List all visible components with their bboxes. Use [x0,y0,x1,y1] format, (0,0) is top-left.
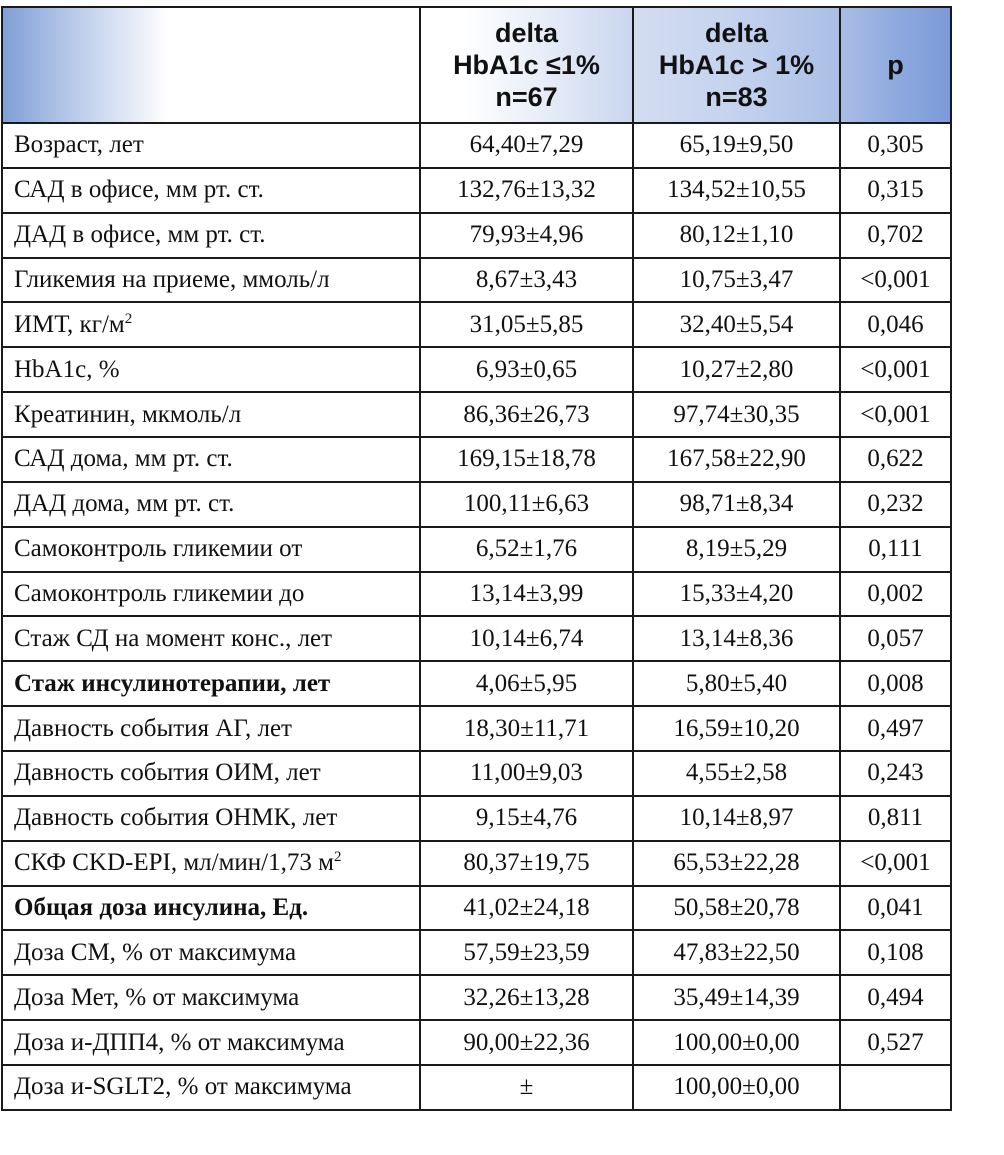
p-value-cell: 0,002 [840,572,951,617]
p-value-cell: <0,001 [840,347,951,392]
row-label-cell [2,661,420,706]
data-table [1,6,952,1111]
row-label: СКФ CKD-EPI, мл/мин/1,73 м [14,849,334,877]
header-group1-line1: delta [494,18,559,48]
row-label-cell [2,886,420,931]
group2-value-cell: 100,00±0,00 [633,1020,840,1065]
p-value-cell [840,1065,951,1110]
p-value-cell: 0,315 [840,168,951,213]
group1-value-cell: 6,93±0,65 [420,347,633,392]
row-label-cell [2,168,420,213]
row-label-superscript: 2 [333,849,342,866]
p-value-cell: 0,111 [840,527,951,572]
table-row [2,482,951,527]
row-label: Доза и-ДПП4, % от максимума [14,1028,345,1056]
table-row [2,213,951,258]
row-label-cell [2,841,420,886]
row-label: Самоконтроль гликемии до [14,580,305,608]
group1-value-cell: 41,02±24,18 [420,886,633,931]
row-label: Стаж инсулинотерапии, лет [14,669,331,697]
group1-value-cell: 13,14±3,99 [420,572,633,617]
p-value-cell: 0,702 [840,213,951,258]
group1-value-cell: 6,52±1,76 [420,527,633,572]
row-label-cell [2,258,420,303]
group1-value-cell: 18,30±11,71 [420,706,633,751]
table-row [2,796,951,841]
p-value-cell: 0,622 [840,437,951,482]
table-body [2,123,951,1110]
header-group2-line1: delta [704,18,769,48]
group1-value-cell: 8,67±3,43 [420,258,633,303]
row-label-cell [2,751,420,796]
group2-value-cell: 134,52±10,55 [633,168,840,213]
row-label-cell [2,482,420,527]
p-value-cell: 0,497 [840,706,951,751]
table-row [2,975,951,1020]
row-label-cell [2,706,420,751]
p-value-cell: 0,057 [840,616,951,661]
p-value-cell: 0,232 [840,482,951,527]
group1-value-cell: 11,00±9,03 [420,751,633,796]
group2-value-cell: 13,14±8,36 [633,616,840,661]
group2-value-cell: 65,19±9,50 [633,123,840,168]
table-row [2,437,951,482]
group2-value-cell: 15,33±4,20 [633,572,840,617]
group1-value-cell: 100,11±6,63 [420,482,633,527]
row-label: Доза Мет, % от максимума [14,983,300,1011]
row-label: Доза СМ, % от максимума [14,938,297,966]
group2-value-cell: 10,14±8,97 [633,796,840,841]
p-value-cell: 0,041 [840,886,951,931]
group2-value-cell: 100,00±0,00 [633,1065,840,1110]
row-label-cell [2,616,420,661]
group1-value-cell: 64,40±7,29 [420,123,633,168]
row-label-cell [2,796,420,841]
row-label: Возраст, лет [14,131,144,159]
row-label: Доза и-SGLT2, % от максимума [14,1073,352,1101]
row-label-superscript: 2 [124,310,133,327]
p-value-cell: <0,001 [840,258,951,303]
group1-value-cell: 86,36±26,73 [420,392,633,437]
header-group2-cell [633,7,840,123]
row-label: САД дома, мм рт. ст. [14,445,233,473]
row-label: ИМТ, кг/м [14,310,125,338]
header-group2-line2: HbA1c > 1% [658,50,815,80]
row-label-cell [2,930,420,975]
group2-value-cell: 98,71±8,34 [633,482,840,527]
group1-value-cell: 90,00±22,36 [420,1020,633,1065]
group2-value-cell: 47,83±22,50 [633,930,840,975]
header-p-cell: p [840,7,951,123]
group2-value-cell: 4,55±2,58 [633,751,840,796]
row-label-cell [2,1065,420,1110]
row-label: ДАД в офисе, мм рт. ст. [14,221,266,249]
table-row [2,841,951,886]
group1-value-cell: 169,15±18,78 [420,437,633,482]
row-label-cell [2,213,420,258]
header-group1-line3: n=67 [495,82,558,112]
group1-value-cell: 9,15±4,76 [420,796,633,841]
group2-value-cell: 50,58±20,78 [633,886,840,931]
group1-value-cell: 132,76±13,32 [420,168,633,213]
table-row [2,347,951,392]
group1-value-cell: 4,06±5,95 [420,661,633,706]
row-label: Давность события АГ, лет [14,714,292,742]
row-label-cell [2,975,420,1020]
p-value-cell: 0,527 [840,1020,951,1065]
p-value-cell: 0,811 [840,796,951,841]
table-row [2,751,951,796]
row-label: Гликемия на приеме, ммоль/л [14,266,330,293]
p-value-cell: 0,305 [840,123,951,168]
row-label-cell [2,437,420,482]
table-row [2,123,951,168]
group2-value-cell: 10,27±2,80 [633,347,840,392]
group1-value-cell: 31,05±5,85 [420,302,633,347]
row-label: HbA1c, % [14,355,120,383]
row-label-cell [2,392,420,437]
group2-value-cell: 5,80±5,40 [633,661,840,706]
row-label-cell [2,572,420,617]
group2-value-cell: 8,19±5,29 [633,527,840,572]
row-label: Давность события ОНМК, лет [14,804,338,832]
table-row [2,616,951,661]
p-value-cell: 0,243 [840,751,951,796]
table-row [2,392,951,437]
header-row [2,7,951,123]
table-row [2,661,951,706]
p-value-cell: 0,046 [840,302,951,347]
table-row [2,886,951,931]
table-row [2,527,951,572]
row-label-cell [2,123,420,168]
header-parameter-cell [2,7,420,123]
table-row [2,168,951,213]
table-row [2,1065,951,1110]
group2-value-cell: 32,40±5,54 [633,302,840,347]
table-row [2,1020,951,1065]
p-value-cell: 0,108 [840,930,951,975]
p-value-cell: <0,001 [840,841,951,886]
p-value-cell: 0,008 [840,661,951,706]
row-label: Общая доза инсулина, Ед. [14,894,309,922]
row-label: САД в офисе, мм рт. ст. [14,176,264,204]
table-row [2,930,951,975]
header-group1-line2: HbA1c ≤1% [453,50,600,80]
header-group2-line3: n=83 [705,82,768,112]
header-group1-cell [420,7,633,123]
table-row [2,258,951,303]
row-label: Стаж СД на момент конс., лет [14,624,333,652]
row-label: Давность события ОИМ, лет [14,759,321,787]
group1-value-cell: 32,26±13,28 [420,975,633,1020]
row-label-cell [2,302,420,347]
group2-value-cell: 167,58±22,90 [633,437,840,482]
table-row [2,572,951,617]
p-value-cell: <0,001 [840,392,951,437]
row-label-cell [2,1020,420,1065]
p-value-cell: 0,494 [840,975,951,1020]
row-label: ДАД дома, мм рт. ст. [14,490,235,518]
group2-value-cell: 16,59±10,20 [633,706,840,751]
group2-value-cell: 35,49±14,39 [633,975,840,1020]
group2-value-cell: 65,53±22,28 [633,841,840,886]
row-label-cell [2,527,420,572]
group1-value-cell: ± [420,1065,633,1110]
table-row [2,302,951,347]
row-label-cell [2,347,420,392]
group1-value-cell: 57,59±23,59 [420,930,633,975]
group1-value-cell: 10,14±6,74 [420,616,633,661]
table-row [2,706,951,751]
group1-value-cell: 79,93±4,96 [420,213,633,258]
row-label: Самоконтроль гликемии от [14,535,303,563]
row-label: Креатинин, мкмоль/л [14,400,242,428]
group1-value-cell: 80,37±19,75 [420,841,633,886]
group2-value-cell: 97,74±30,35 [633,392,840,437]
group2-value-cell: 10,75±3,47 [633,258,840,303]
group2-value-cell: 80,12±1,10 [633,213,840,258]
